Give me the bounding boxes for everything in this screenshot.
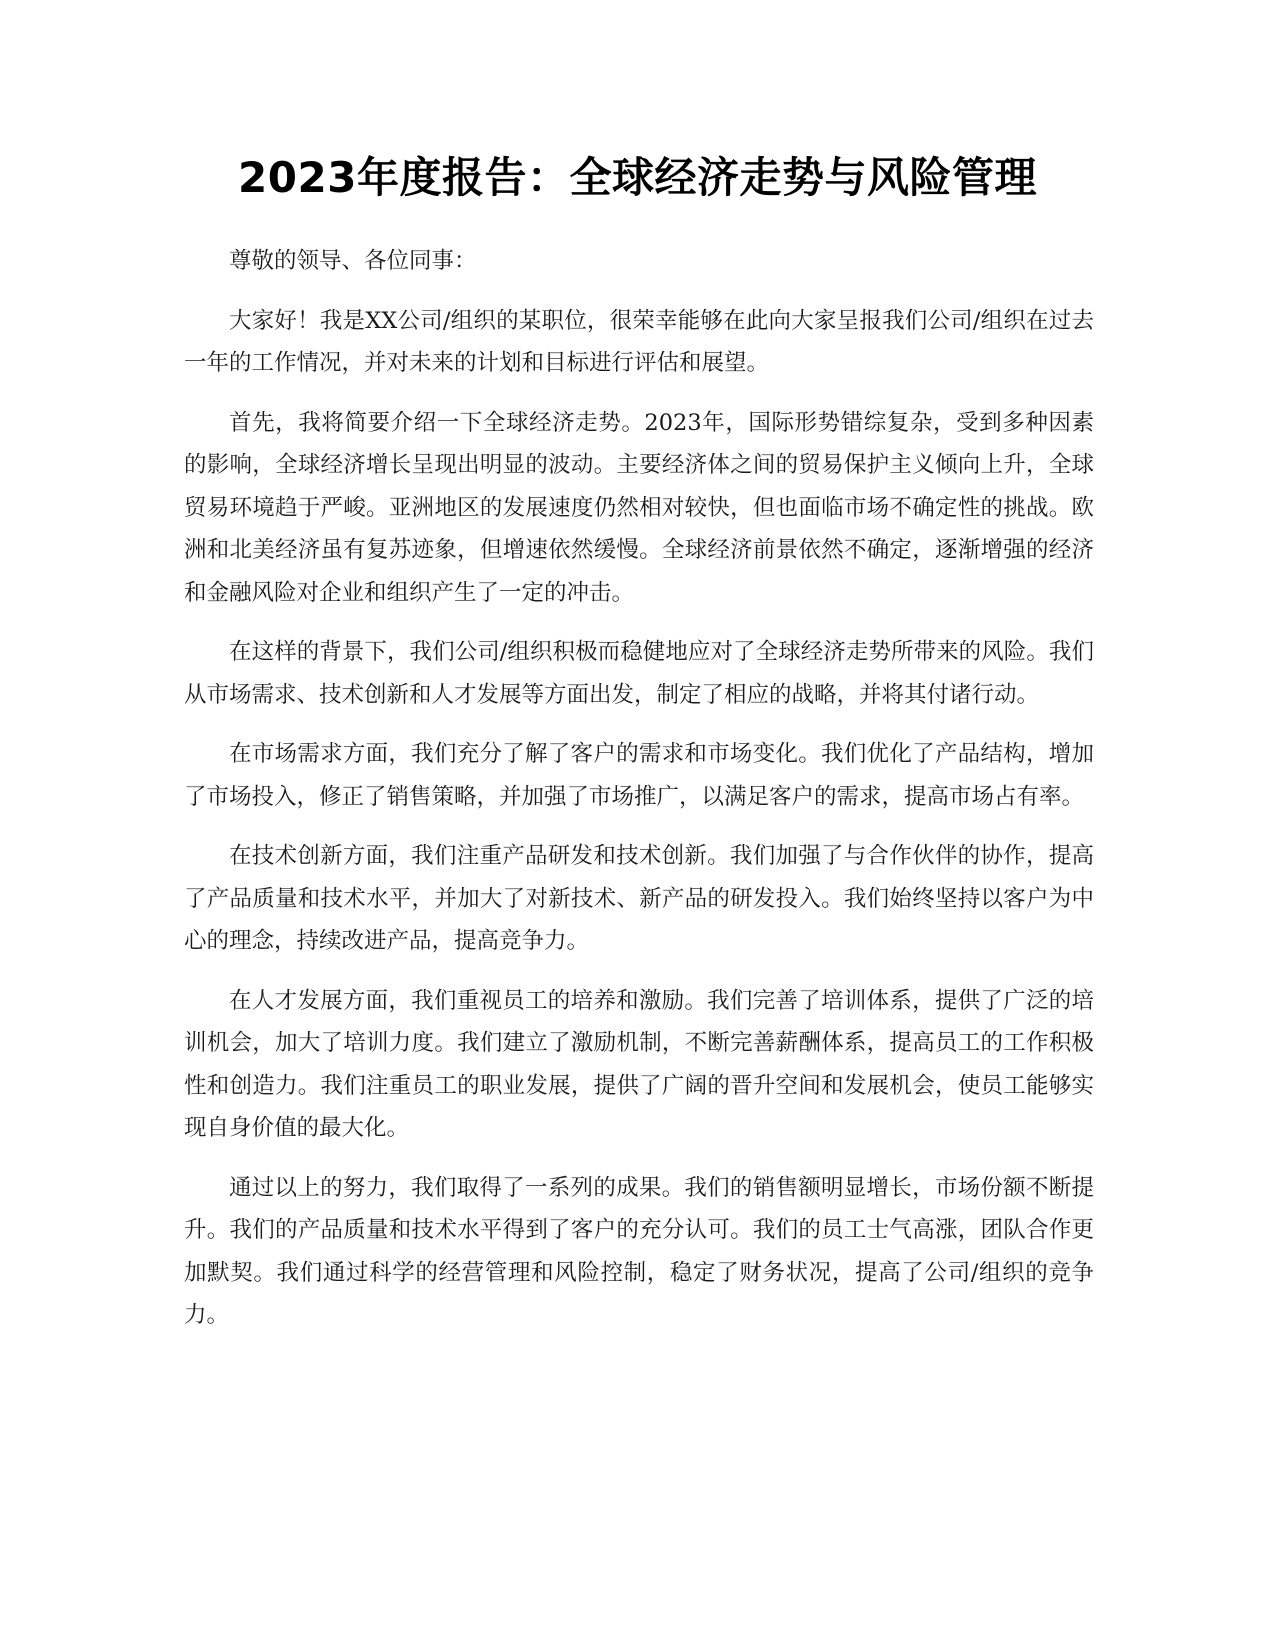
achievements-paragraph: 通过以上的努力，我们取得了一系列的成果。我们的销售额明显增长，市场份额不断提升。我们的产品质量和技术水平得到了客户的充分认可。我们的员工士气高涨，团队合作更加默契。我们通过科学的经营管理和风险控制，稳定了财务状况，提高了公司/组织的竞争力。	[184, 1174, 1094, 1328]
document-body	[184, 240, 1094, 1354]
response-paragraph: 在这样的背景下，我们公司/组织积极而稳健地应对了全球经济走势所带来的风险。我们从市场需求、技术创新和人才发展等方面出发，制定了相应的战略，并将其付诸行动。	[184, 639, 1094, 708]
global-economy-paragraph: 首先，我将简要介绍一下全球经济走势。2023年，国际形势错综复杂，受到多种因素的影响，全球经济增长呈现出明显的波动。主要经济体之间的贸易保护主义倾向上升，全球贸易环境趋于严峻。亚洲地区的发展速度仍然相对较快，但也面临市场不确定性的挑战。欧洲和北美经济虽有复苏迹象，但增速依然缓慢。全球经济前景依然不确定，逐渐增强的经济和金融风险对企业和组织产生了一定的冲击。	[184, 409, 1094, 606]
talent-development-paragraph: 在人才发展方面，我们重视员工的培养和激励。我们完善了培训体系，提供了广泛的培训机会，加大了培训力度。我们建立了激励机制，不断完善薪酬体系，提高员工的工作积极性和创造力。我们注重员工的职业发展，提供了广阔的晋升空间和发展机会，使员工能够实现自身价值的最大化。	[184, 987, 1094, 1141]
tech-innovation-paragraph: 在技术创新方面，我们注重产品研发和技术创新。我们加强了与合作伙伴的协作，提高了产品质量和技术水平，并加大了对新技术、新产品的研发投入。我们始终坚持以客户为中心的理念，持续改进产品，提高竞争力。	[184, 843, 1094, 954]
intro-paragraph: 大家好！我是XX公司/组织的某职位，很荣幸能够在此向大家呈报我们公司/组织在过去一年的工作情况，并对未来的计划和目标进行评估和展望。	[184, 307, 1094, 376]
salutation-paragraph: 尊敬的领导、各位同事：	[229, 248, 477, 274]
market-demand-paragraph: 在市场需求方面，我们充分了解了客户的需求和市场变化。我们优化了产品结构，增加了市场投入，修正了销售策略，并加强了市场推广，以满足客户的需求，提高市场占有率。	[184, 741, 1094, 810]
document-title: 2023年度报告：全球经济走势与风险管理	[238, 153, 1037, 202]
